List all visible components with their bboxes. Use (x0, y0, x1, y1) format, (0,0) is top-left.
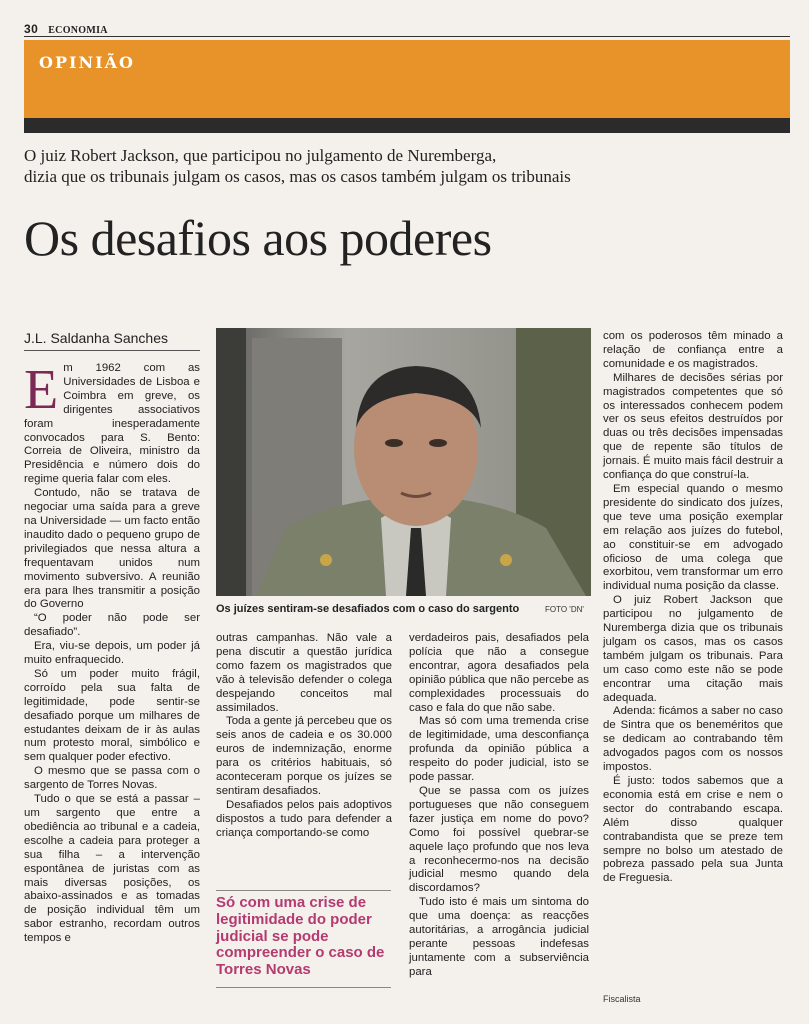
author-signature: Fiscalista (603, 994, 641, 1004)
paragraph: Em 1962 com as Universidades de Lisboa e Coimbra em greve, os dirigentes associativos foram inesperadamente convocados para S. Bento: Correia de Oliveira, ministro da Presidência e número dois do regime queria falar com eles. (24, 359, 200, 486)
article-photo (216, 328, 591, 596)
standfirst (24, 145, 790, 188)
bleed-through-text (610, 255, 790, 281)
paragraph: outras campanhas. Não vale a pena discutir a questão jurídica como fazem os magistrados que vão à televisão defender o colega despejando conceitos mal assimilados. (216, 632, 392, 714)
paragraph: Só um poder muito frágil, corroído pela sua falta de legitimidade, pode sentir-se desafiado porque um milhares de estudantes deixam de ir às aulas num protesto moral, simbólico e sem qualquer poder efectivo. (24, 667, 200, 764)
paragraph: verdadeiros pais, desafiados pela polícia que não a consegue encontrar, agora desafiados pela opinião pública que não percebe as complexidades processuais do caso e fala do que não sabe. (409, 632, 589, 714)
page-number: 30 (24, 22, 39, 36)
paragraph: Toda a gente já percebeu que os seis anos de cadeia e os 30.000 euros de indemnização, enorme para os critérios habituais, só aconteceram porque os juízes se sentiram desafiados. (216, 715, 392, 797)
band-rule (24, 118, 790, 133)
pull-quote: Só com uma crise de legitimidade do poder judicial se pode compreender o caso de Torres Novas (216, 890, 391, 988)
column-2 (216, 632, 392, 841)
paragraph: Adenda: ficámos a saber no caso de Sintra que os beneméritos que se dedicam ao contrabando têm advogados pagos com os nossos impostos. (603, 705, 783, 774)
sergeant-photo (216, 328, 591, 596)
paragraph: Milhares de decisões sérias por magistrados competentes que só os interessados conhecem podem ver os seus efeitos destruídos por duas ou três decisões impensadas que de repente são títulos de jornais. É muito mais fácil destruir a confiança do que construí-la. (603, 371, 783, 482)
paragraph: Contudo, não se tratava de negociar uma saída para a greve na Universidade — um facto então inaudito dado o pequeno grupo de privilegiados que nessa altura a frequentavam unidos num movimento subversivo. A reunião era para lhes transmitir a posição do Governo (24, 487, 200, 611)
paragraph: Era, viu-se depois, um poder já muito enfraquecido. (24, 640, 200, 667)
standfirst-line-1: O juiz Robert Jackson, que participou no julgamento de Nuremberga, (24, 146, 497, 165)
column-3 (409, 632, 589, 980)
column-4 (603, 330, 783, 886)
paragraph: É justo: todos sabemos que a economia está em crise e nem o sector do contrabando escapa. Além disso qualquer contrabandista que se preze tem sempre no bolso um atestado de pobreza passado pela sua Junta de Freguesia. (603, 775, 783, 885)
paragraph: Mas só com uma tremenda crise de legitimidade, uma desconfiança profunda da opinião pública a respeito do poder judicial, isto se pode passar. (409, 715, 589, 784)
paragraph: O mesmo que se passa com o sargento de Torres Novas. (24, 765, 200, 792)
paragraph: “O poder não pode ser desafiado”. (24, 612, 200, 639)
paragraph: Que se passa com os juízes portugueses que não conseguem fazer justiça em nome do povo? Como foi possível quebrar-se aquele laço profundo que nos leva a reconhecermo-nos na decisão judicial mesmo quando dela discordamos? (409, 784, 589, 895)
standfirst-line-2: dizia que os tribunais julgam os casos, mas os casos também julgam os tribunais (24, 167, 571, 187)
photo-caption: Os juízes sentiram-se desafiados com o caso do sargento (216, 603, 520, 615)
paragraph: Tudo isto é mais um sintoma do que uma doença: as reacções autoritárias, a arrogância judicial perante pessoas indefesas juntamente com a subserviência para (409, 896, 589, 978)
paragraph: com os poderosos têm minado a relação de confiança entre a comunidade e os magistrados. (603, 330, 783, 370)
paragraph: O juiz Robert Jackson que participou no julgamento de Nuremberga dizia que os tribunais julgam os casos, mas os casos também julgam os tribunais. Para um caso como este não se pode encontrar uma citação mais adequada. (603, 594, 783, 704)
page-folio (24, 22, 108, 36)
drop-cap: E (24, 359, 59, 421)
column-1 (24, 359, 200, 946)
headline: Os desafios aos poderes (24, 210, 492, 266)
paragraph: Em especial quando o mesmo presidente do sindicato dos juízes, que teve uma posição exemplar em relação aos juízes do futebol, ao constituir-se em advogado oficioso de uma colega que exorbitou, vem transformar um erro individual numa posição da classe. (603, 482, 783, 593)
photo-credit: FOTO 'DN' (545, 605, 584, 614)
paragraph: Desafiados pelos pais adoptivos dispostos a tudo para defender a criança comportando-se como (216, 798, 392, 839)
top-rule (24, 36, 790, 37)
paragraph: Tudo o que se está a passar – um sargento que entre a obediência ao tribunal e a cadeia, escolhe a cadeia para proteger a sua filha – a intervenção espontânea de juristas com as mais diversas posições, os abaixo-assinados e as tomadas de posição individual têm um sabor estranho, recordam outros tempos e (24, 793, 200, 945)
opinion-label: OPINIÃO (39, 53, 135, 72)
section-name: ECONOMIA (48, 25, 108, 36)
byline: J.L. Saldanha Sanches (24, 330, 200, 351)
opinion-band (24, 40, 790, 118)
